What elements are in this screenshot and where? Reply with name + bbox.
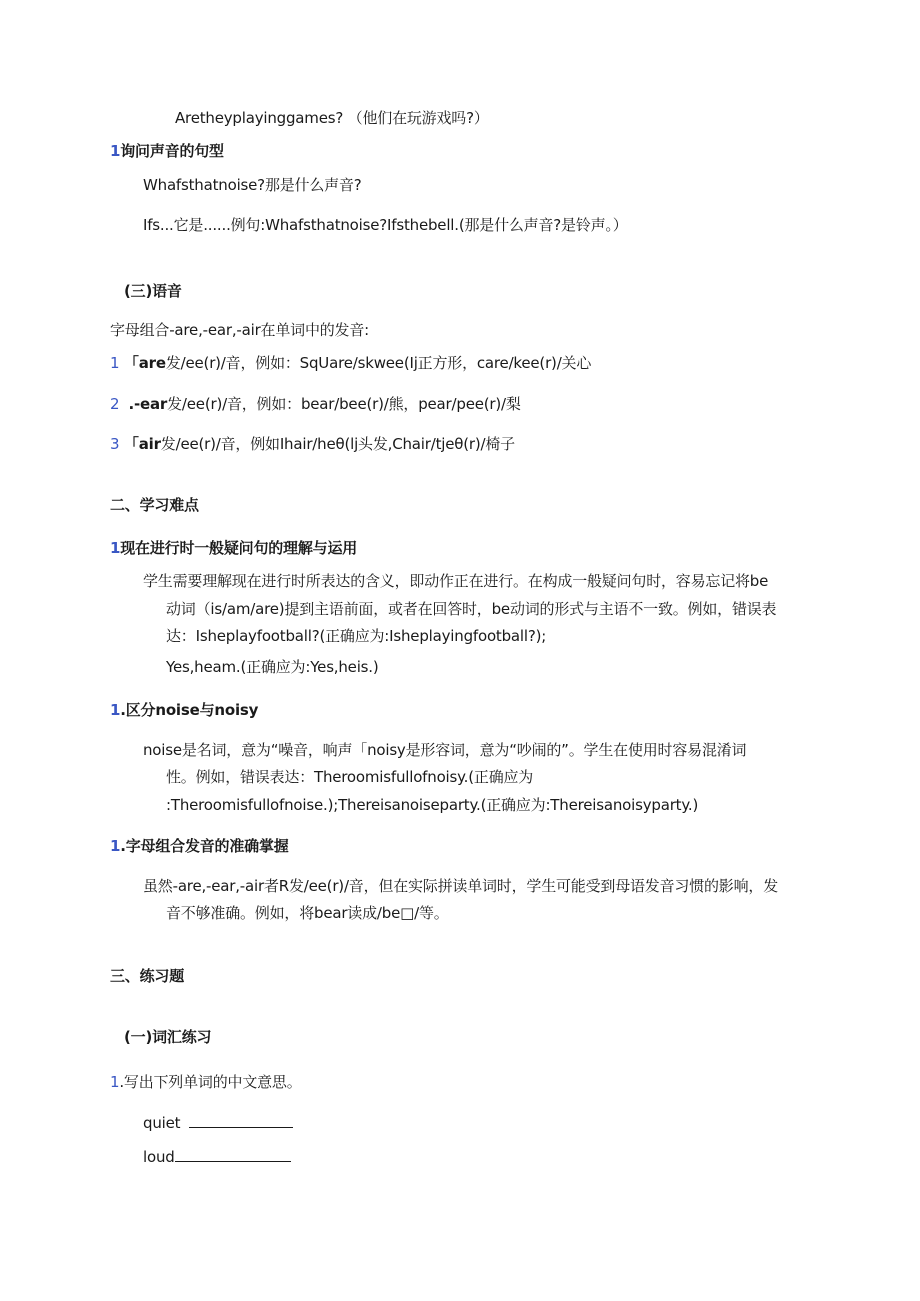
difficulty-1-heading (110, 538, 357, 558)
phonics-detail: 发/ee(r)/音，例如：SqUare∕skwee(Ij正方形，care/kee(r)/关心 (165, 354, 592, 372)
difficulty-3-line-2: 音不够准确。例如，将bear读成∕be□∕等。 (166, 904, 449, 922)
question-text: .写出下列单词的中文意思。 (119, 1073, 302, 1091)
difficulty-3-heading (110, 836, 289, 856)
difficulty-3-line-1: 虽然-are,-ear,-air者R发/ee(r)/音，但在实际拼读单词时，学生可能受到母语发音习惯的影响，发 (143, 877, 779, 895)
list-number: 2 (110, 395, 120, 413)
section-heading-difficulties: 二、学习难点 (110, 496, 199, 514)
list-number: 1 (110, 1073, 120, 1091)
difficulty-1-line-1: 学生需要理解现在进行时所表达的含义，即动作正在进行。在构成一般疑问句时，容易忘记将be (143, 572, 769, 590)
difficulty-2-line-1: noise是名词，意为“噪音，响声「noisy是形容词，意为“吵闹的”。学生在使用时容易混淆词 (143, 741, 747, 759)
subheading-text: 询问声音的句型 (120, 142, 224, 160)
phonics-item-air (110, 434, 515, 454)
difficulty-2-line-2: 性。例如，错误表达：Theroomisfullofnoisy.(正确应为 (166, 768, 534, 786)
difficulty-1-line-2: 动词（is/am/are)提到主语前面，或者在回答时，be动词的形式与主语不一致。例如，错误表 (166, 600, 777, 618)
vocab-word: loud (143, 1148, 175, 1166)
difficulty-2-line-3: :Theroomisfullofnoise.);Thereisanoiseparty.(正确应为:Thereisanoisyparty.) (166, 796, 699, 814)
list-number: 1 (110, 539, 121, 557)
vocab-word: quiet (143, 1114, 181, 1132)
subheading-vocabulary: (一)词汇练习 (124, 1028, 212, 1046)
phonics-item-are (110, 353, 591, 373)
answer-blank[interactable] (175, 1145, 291, 1162)
difficulty-2-heading (110, 700, 258, 720)
vocab-item-quiet (143, 1111, 293, 1133)
list-number: 1 (110, 142, 121, 160)
sentence-pattern-1: Whafsthatnoise?那是什么声音? (143, 176, 362, 194)
list-number: 3 (110, 435, 120, 453)
subheading-sound-pattern (110, 141, 224, 161)
list-number: 1 (110, 354, 120, 372)
difficulty-1-line-3: 达：Isheplayfootball?(正确应为:Isheplayingfootball?); (166, 627, 547, 645)
difficulty-1-line-4: Yes,heam.(正确应为:Yes,heis.) (166, 658, 379, 676)
phonics-detail: 发/ee(r)/音，例如Ihair∕heθ(lj头发,Chair/tjeθ(r)/椅子 (160, 435, 515, 453)
difficulty-title: .区分noise与noisy (120, 701, 259, 719)
section-heading-phonics: (三)语音 (124, 282, 182, 300)
phonics-letters: .-ear (128, 395, 168, 413)
answer-blank[interactable] (189, 1111, 293, 1128)
difficulty-title: 现在进行时一般疑问句的理解与运用 (120, 539, 358, 557)
vocab-item-loud (143, 1145, 291, 1167)
list-number: 1 (110, 701, 121, 719)
phonics-intro: 字母组合-are,-ear,-air在单词中的发音: (110, 321, 370, 339)
section-heading-exercises: 三、练习题 (110, 967, 185, 985)
phonics-detail: 发/ee(r)/音，例如：bear/bee(r)/熊，pear/pee(r)/梨 (167, 395, 521, 413)
list-number: 1 (110, 837, 121, 855)
example-question: Aretheyplayinggames? （他们在玩游戏吗?） (175, 109, 489, 127)
difficulty-title: .字母组合发音的准确掌握 (120, 837, 289, 855)
phonics-letters: 「air (123, 435, 161, 453)
exercise-question-1 (110, 1072, 302, 1092)
phonics-item-ear (110, 394, 521, 414)
phonics-letters: 「are (123, 354, 166, 372)
sentence-pattern-2: Ifs...它是......例句:Whafsthatnoise?Ifsthebell.(那是什么声音?是铃声。） (143, 216, 628, 234)
